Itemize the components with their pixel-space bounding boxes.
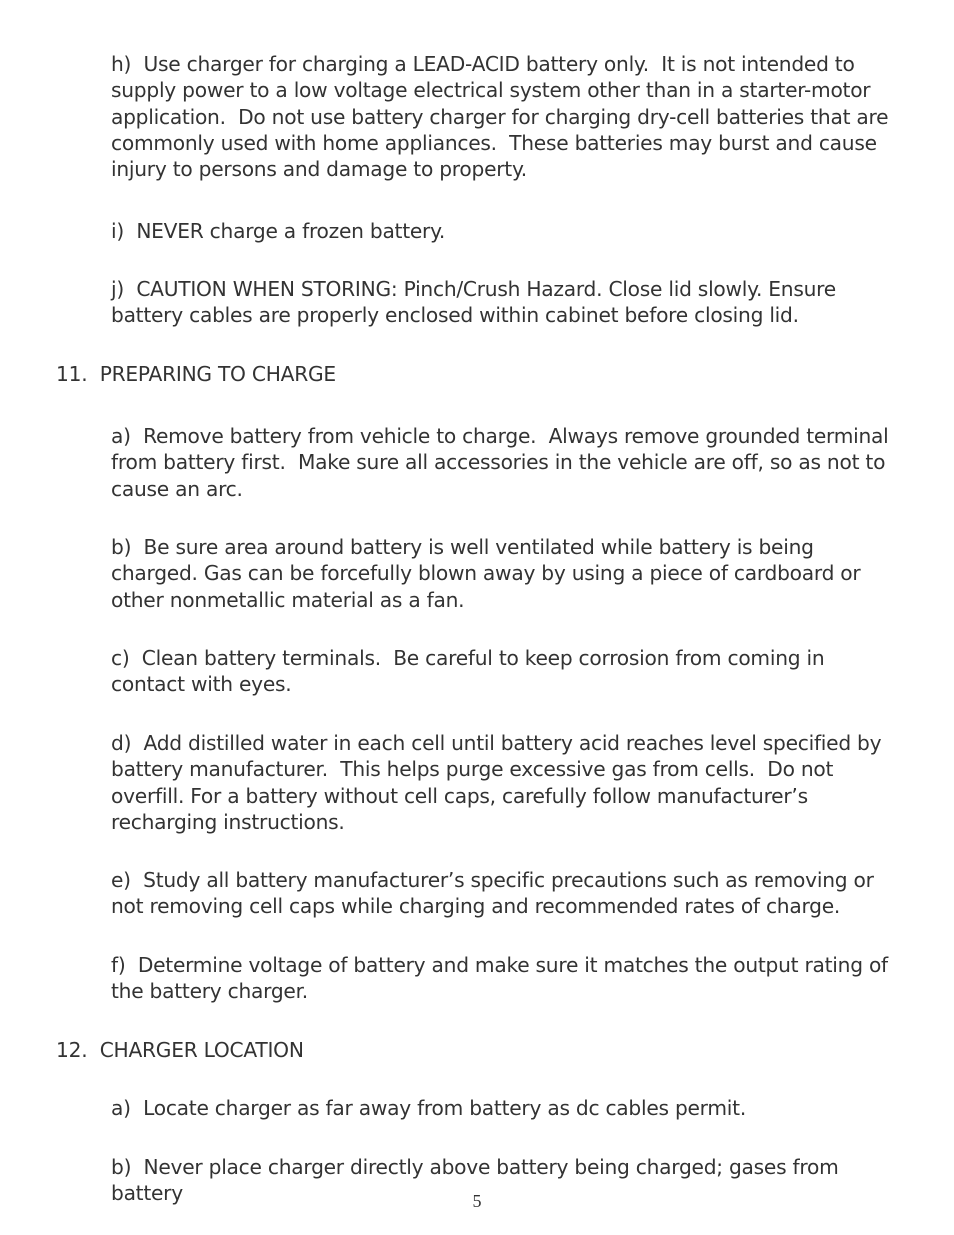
instruction-12b: b) Never place charger directly above battery being charged; gases from battery xyxy=(111,1155,845,1206)
instruction-10j: j) CAUTION WHEN STORING: Pinch/Crush Hazard. Close lid slowly. Ensure battery cables are properly enclosed within cabinet before closing lid. xyxy=(111,277,843,328)
instruction-11e: e) Study all battery manufacturer’s specific precautions such as removing or not removing cell caps while charging and recommended rates of charge. xyxy=(111,868,880,919)
instruction-11d: d) Add distilled water in each cell until battery acid reaches level specified by battery manufacturer. This helps purge excessive gas from cells. Do not overfill. For a battery without cell caps, carefully follow manufacturer’s recharging instructions. xyxy=(111,731,888,834)
instruction-10h: h) Use charger for charging a LEAD-ACID battery only. It is not intended to supply power to a low voltage electrical system other than in a starter-motor application. Do not use battery charger for charging dry-cell batteries that are commonly used with home appliances. These batteries may burst and cause injury to persons and damage to property. xyxy=(111,52,895,182)
instruction-12a: a) Locate charger as far away from battery as dc cables permit. xyxy=(111,1096,746,1120)
page-number: 5 xyxy=(472,1191,482,1211)
section-heading-preparing-to-charge: 11. PREPARING TO CHARGE xyxy=(56,362,336,386)
section-heading-charger-location: 12. CHARGER LOCATION xyxy=(56,1038,304,1062)
instruction-11f: f) Determine voltage of battery and make sure it matches the output rating of the battery charger. xyxy=(111,953,895,1004)
instruction-11c: c) Clean battery terminals. Be careful to keep corrosion from coming in contact with eyes. xyxy=(111,646,831,697)
instruction-11b: b) Be sure area around battery is well ventilated while battery is being charged. Gas can be forcefully blown away by using a piece of cardboard or other nonmetallic material as a fan. xyxy=(111,535,867,612)
instruction-11a: a) Remove battery from vehicle to charge. Always remove grounded terminal from battery first. Make sure all accessories in the vehicle are off, so as not to cause an arc. xyxy=(111,424,895,501)
instruction-10i: i) NEVER charge a frozen battery. xyxy=(111,219,446,243)
